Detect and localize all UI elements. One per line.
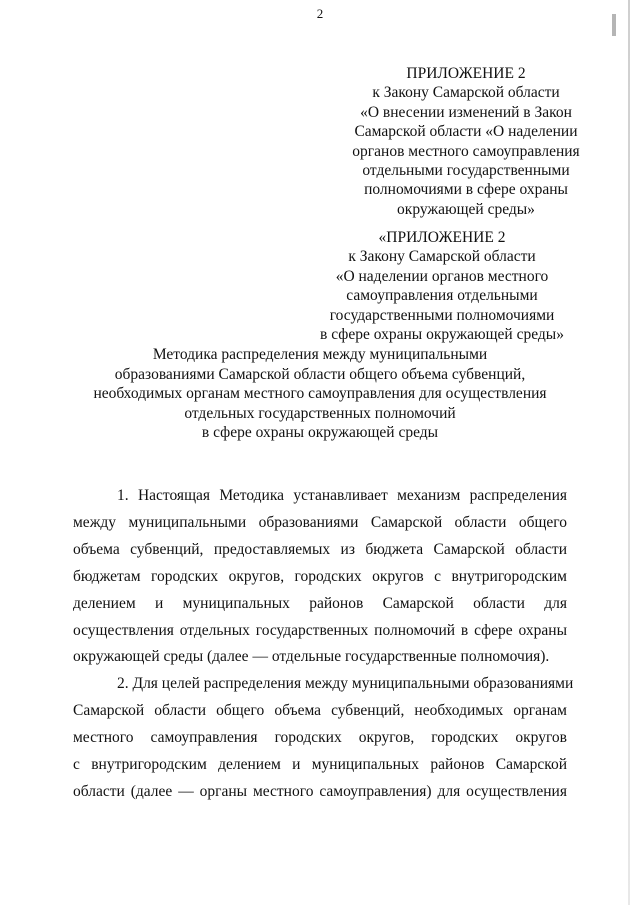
paragraph-line: делением и муниципальных районов Самарской области для xyxy=(73,594,567,612)
annex-header-original xyxy=(272,228,612,344)
annex-line: отдельными государственными xyxy=(362,162,570,180)
annex-line: к Закону Самарской области xyxy=(372,84,560,102)
paragraph-line: 1. Настоящая Методика устанавливает механизм распределения xyxy=(117,487,567,504)
title-line: необходимых органам местного самоуправления для осуществления xyxy=(93,385,547,403)
paragraph-line: 2. Для целей распределения между муниципальными образованиями xyxy=(117,675,574,693)
document-body xyxy=(73,483,574,806)
annex-line: самоуправления отдельными xyxy=(346,287,538,305)
paragraph-line: местного самоуправления городских округов, городских округов xyxy=(73,729,567,747)
scan-mark xyxy=(612,14,616,36)
annex-line: государственными полномочиями xyxy=(329,306,555,324)
page-number: 2 xyxy=(316,6,324,21)
annex-line: полномочиями в сфере охраны xyxy=(364,181,568,199)
methodology-title xyxy=(70,345,570,443)
paragraph-line: окружающей среды (далее — отдельные государственные полномочия). xyxy=(73,648,550,666)
annex-line: к Закону Самарской области xyxy=(348,248,536,266)
paragraph-line: с внутригородским делением и муниципальных районов Самарской xyxy=(73,756,567,774)
paragraph-line: осуществления отдельных государственных полномочий в сфере охраны xyxy=(73,621,567,639)
annex-line: органов местного самоуправления xyxy=(352,142,580,160)
annex-title: «ПРИЛОЖЕНИЕ 2 xyxy=(378,229,506,246)
annex-line: в сфере охраны окружающей среды» xyxy=(320,326,564,344)
title-line: образованиями Самарской области общего объема субвенций, xyxy=(114,365,526,383)
annex-header-current xyxy=(296,64,636,219)
paragraph-line: Самарской области общего объема субвенций, необходимых органам xyxy=(73,702,567,720)
paragraph-1 xyxy=(73,483,567,671)
title-line: Методика распределения между муниципальными xyxy=(152,346,488,363)
paragraph-line: между муниципальными образованиями Самарской области общего xyxy=(73,513,567,531)
annex-line: окружающей среды» xyxy=(397,200,535,218)
annex-line: «О внесении изменений в Закон xyxy=(360,103,572,121)
title-line: в сфере охраны окружающей среды xyxy=(201,424,439,442)
paragraph-2 xyxy=(73,671,574,806)
annex-line: Самарской области «О наделении xyxy=(354,123,578,141)
title-line: отдельных государственных полномочий xyxy=(184,404,456,422)
annex-line: «О наделении органов местного xyxy=(335,267,549,285)
paragraph-line: бюджетам городских округов, городских округов с внутригородским xyxy=(73,567,567,585)
annex-title: ПРИЛОЖЕНИЕ 2 xyxy=(406,65,526,82)
paragraph-line: объема субвенций, предоставляемых из бюджета Самарской области xyxy=(73,540,567,558)
paragraph-line: области (далее — органы местного самоуправления) для осуществления xyxy=(73,782,567,800)
